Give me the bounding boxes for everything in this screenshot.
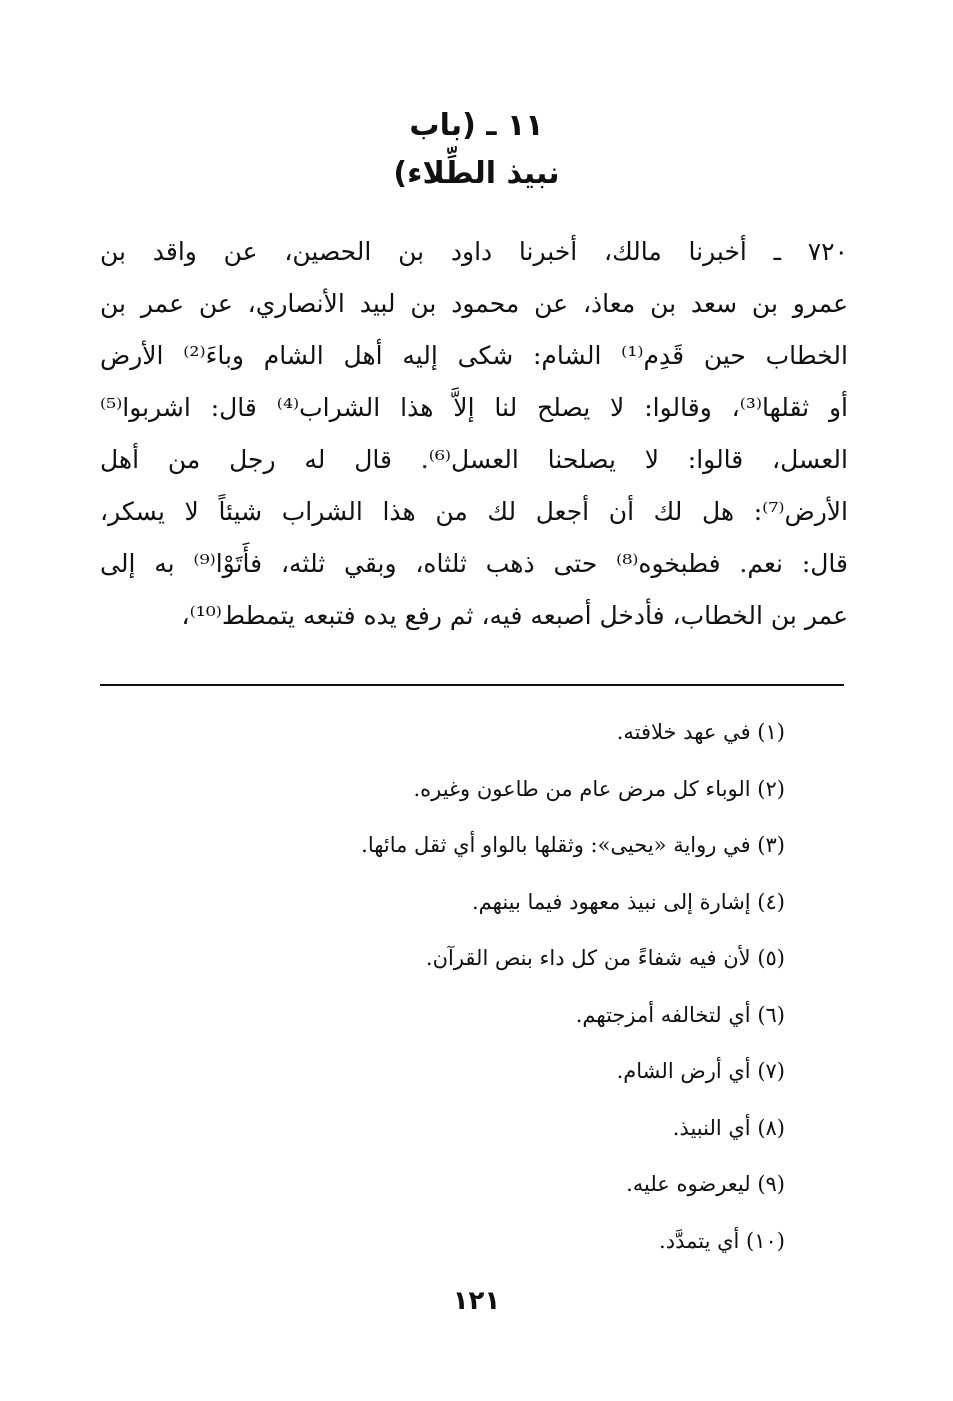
paragraph-line: أو ثقلها⁽³⁾، وقالوا: لا يصلح لنا إلاَّ هذا الشراب⁽⁴⁾ قال: اشربوا⁽⁵⁾ <box>100 393 849 422</box>
footnote-item: (٢) الوباء كل مرض عام من طاعون وغيره. <box>413 776 785 801</box>
footnote-item: (٧) أي أرض الشام. <box>616 1059 785 1083</box>
chapter-subtitle: نبيذ الطِّلاء) <box>393 156 560 191</box>
paragraph-line: ٧٢٠ ـ أخبرنا مالك، أخبرنا داود بن الحصين، عن واقد بن <box>100 237 848 266</box>
hadith-paragraph <box>100 226 848 642</box>
footnote-separator <box>100 684 844 686</box>
chapter-title: ١١ ـ (باب <box>409 108 544 143</box>
paragraph-line: الخطاب حين قَدِم⁽¹⁾ الشام: شكى إليه أهل الشام وباءَ⁽²⁾ الأرض <box>100 341 848 370</box>
footnote-item: (١) في عهد خلافته. <box>616 720 785 744</box>
paragraph-line: قال: نعم. فطبخوه⁽⁸⁾ حتى ذهب ثلثاه، وبقي ثلثه، فأَتَوْا⁽⁹⁾ به إلى <box>100 549 848 578</box>
footnote-item: (٥) لأن فيه شفاءً من كل داء بنص القرآن. <box>425 946 785 970</box>
footnote-item: (٤) إشارة إلى نبيذ معهود فيما بينهم. <box>471 889 785 914</box>
paragraph-line: عمر بن الخطاب، فأدخل أصبعه فيه، ثم رفع يده فتبعه يتمطط⁽¹⁰⁾، <box>181 601 848 630</box>
footnote-item: (٣) في رواية «يحيى»: وثقلها بالواو أي ثقل مائها. <box>361 833 785 857</box>
footnote-item: (٩) ليعرضوه عليه. <box>626 1172 785 1196</box>
paragraph-line: الأرض⁽⁷⁾: هل لك أن أجعل لك من هذا الشراب شيئاً لا يسكر، <box>100 497 848 526</box>
footnotes-list <box>145 710 785 1275</box>
page-number: ١٢١ <box>452 1286 501 1316</box>
footnote-item: (٦) أي لتخالفه أمزجتهم. <box>575 1002 785 1027</box>
paragraph-line: عمرو بن سعد بن معاذ، عن محمود بن لبيد الأنصاري، عن عمر بن <box>100 289 848 318</box>
footnote-item: (٨) أي النبيذ. <box>672 1115 785 1140</box>
paragraph-line: العسل، قالوا: لا يصلحنا العسل⁽⁶⁾. قال له رجل من أهل <box>100 445 848 474</box>
footnote-item: (١٠) أي يتمدَّد. <box>659 1228 785 1253</box>
